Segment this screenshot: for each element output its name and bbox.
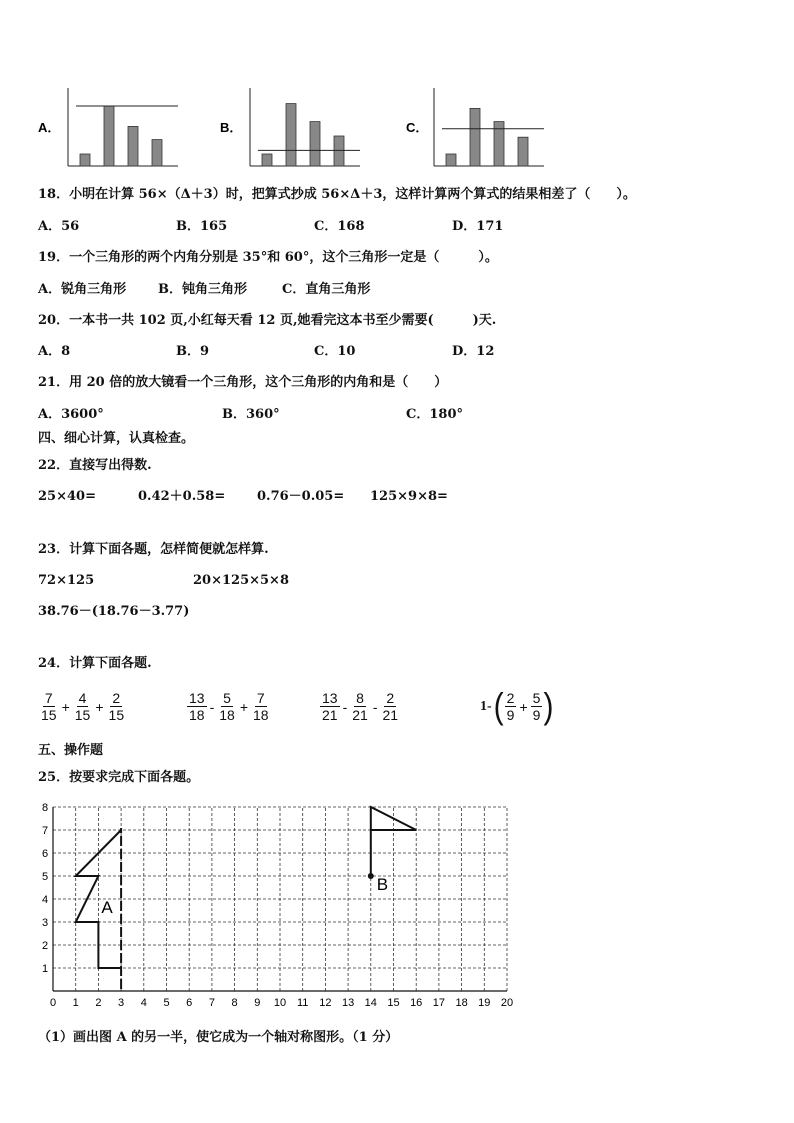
fraction-numerator: 7: [256, 690, 265, 706]
fraction-denominator: 21: [382, 707, 399, 723]
grid-y-tick-label: 3: [41, 917, 49, 929]
fraction-denominator: 18: [219, 707, 235, 723]
q20-option-b[interactable]: B．9: [176, 344, 210, 359]
fraction-numerator: 2: [506, 690, 515, 706]
q22-item-2: 0.42＋0.58=: [138, 489, 226, 504]
q23-text: 23．计算下面各题，怎样简便就怎样算.: [38, 542, 269, 557]
q20-option-a[interactable]: A．8: [38, 344, 71, 359]
operator: -: [342, 698, 348, 715]
right-paren: ): [543, 686, 554, 726]
grid-x-tick-label: 4: [140, 997, 147, 1009]
fraction-denominator: 15: [74, 707, 91, 723]
q21-text: 21．用 20 倍的放大镜看一个三角形，这个三角形的内角和是（ ）: [38, 375, 448, 390]
chart-bar: [80, 154, 90, 166]
q23-item-2: 20×125×5×8: [193, 573, 289, 588]
chart-bar: [470, 108, 480, 166]
section-5-title: 五、操作题: [38, 743, 104, 758]
grid-x-tick-label: 10: [273, 997, 287, 1009]
chart-bar: [446, 154, 456, 166]
q23-item-3: 38.76－(18.76－3.77): [38, 604, 190, 619]
q17-option-label: A．: [38, 120, 61, 135]
fraction-denominator: 9: [532, 707, 541, 723]
chart-bar: [104, 106, 114, 166]
chart-bar: [494, 122, 504, 166]
grid-x-tick-label: 13: [341, 997, 355, 1009]
q24-expr-2: [186, 690, 272, 723]
q25-sub1: （1）画出图 A 的另一半，使它成为一个轴对称图形。（1 分）: [38, 1030, 399, 1045]
q20-option-d[interactable]: D．12: [452, 344, 495, 359]
q17-charts: [0, 80, 794, 260]
grid-x-tick-label: 16: [410, 997, 423, 1009]
q20-option-c[interactable]: C．10: [314, 344, 356, 359]
chart-bar: [310, 122, 320, 166]
q24-text: 24．计算下面各题.: [38, 656, 152, 671]
fraction-numerator: 5: [532, 690, 541, 706]
left-paren: (: [493, 686, 504, 726]
grid-x-tick-label: 18: [455, 997, 468, 1009]
grid-x-tick-label: 15: [387, 997, 400, 1009]
grid-x-tick-label: 1: [72, 997, 79, 1009]
point-b: [368, 873, 374, 879]
fraction-numerator: 8: [356, 690, 364, 706]
q21-option-a[interactable]: A．3600°: [38, 407, 104, 422]
q19-option-b[interactable]: B．钝角三角形: [158, 282, 247, 297]
grid-x-tick-label: 19: [478, 997, 491, 1009]
grid-y-tick-label: 4: [41, 894, 49, 906]
chart-bar: [152, 140, 162, 166]
q17-option-label: B．: [220, 120, 243, 135]
fraction-numerator: 4: [78, 690, 87, 706]
chart-bar: [334, 136, 344, 166]
grid-x-tick-label: 9: [254, 997, 261, 1009]
operator: +: [95, 698, 104, 715]
q24-expr-1: [38, 690, 127, 723]
grid-y-tick-label: 1: [41, 963, 49, 975]
leading-term: 1-: [480, 698, 492, 714]
label-a: A: [101, 897, 113, 917]
fraction-numerator: 13: [189, 690, 205, 706]
q18-option-c[interactable]: C．168: [314, 219, 365, 234]
operator: -: [209, 698, 215, 715]
fraction-numerator: 2: [386, 690, 395, 706]
grid-x-tick-label: 7: [208, 997, 215, 1009]
label-b: B: [376, 875, 389, 894]
fraction-denominator: 18: [189, 707, 205, 723]
q18-option-b[interactable]: B．165: [176, 219, 228, 234]
grid-x-tick-label: 3: [118, 997, 125, 1009]
operator: +: [519, 698, 528, 715]
grid-x-tick-label: 8: [231, 997, 238, 1009]
q18-option-a[interactable]: A．56: [38, 219, 80, 234]
fraction-denominator: 21: [322, 707, 338, 723]
q18-text: 18．小明在计算 56×（Δ＋3）时，把算式抄成 56×Δ＋3，这样计算两个算式的结果相差了（ ）。: [38, 187, 636, 202]
q22-item-4: 125×9×8=: [370, 489, 448, 504]
chart-bar: [518, 137, 528, 166]
q19-option-c[interactable]: C．直角三角形: [282, 282, 371, 297]
grid-y-tick-label: 7: [41, 825, 49, 837]
q25-grid: [0, 795, 794, 1015]
grid-x-tick-label: 11: [296, 997, 309, 1009]
fraction-numerator: 13: [322, 690, 338, 706]
chart-bar: [286, 104, 296, 166]
q17-option-label: C．: [406, 120, 429, 135]
grid-x-tick-label: 5: [163, 997, 170, 1009]
fraction-denominator: 18: [253, 707, 269, 723]
grid-x-tick-label: 20: [500, 997, 514, 1009]
q22-item-1: 25×40=: [38, 489, 96, 504]
grid-y-tick-label: 8: [41, 802, 49, 814]
grid-x-tick-label: 17: [432, 997, 446, 1009]
chart-bar: [128, 126, 138, 166]
chart-bar: [262, 154, 272, 166]
fraction-numerator: 5: [223, 690, 231, 706]
section-4-title: 四、细心计算，认真检查。: [38, 431, 195, 446]
q23-item-1: 72×125: [38, 573, 95, 588]
fraction-denominator: 9: [506, 707, 515, 723]
operator: -: [372, 698, 378, 715]
q22-text: 22．直接写出得数.: [38, 458, 152, 473]
q21-option-b[interactable]: B．360°: [222, 407, 280, 422]
grid-x-tick-label: 12: [319, 997, 332, 1009]
operator: +: [61, 698, 70, 715]
fraction-numerator: 7: [44, 690, 53, 706]
grid-x-tick-label: 14: [364, 997, 377, 1009]
q20-text: 20．一本书一共 102 页,小红每天看 12 页,她看完这本书至少需要( )天.: [38, 313, 497, 328]
grid-y-tick-label: 2: [41, 940, 49, 952]
q24-expr-3: [319, 690, 401, 723]
grid-x-tick-label: 0: [49, 997, 57, 1009]
q18-option-d[interactable]: D．171: [452, 219, 504, 234]
fraction-numerator: 2: [112, 690, 121, 706]
grid-x-tick-label: 2: [95, 997, 102, 1009]
grid-y-tick-label: 5: [41, 871, 49, 883]
q21-option-c[interactable]: C．180°: [406, 407, 463, 422]
q25-text: 25．按要求完成下面各题。: [38, 770, 200, 785]
fraction-denominator: 15: [41, 707, 57, 723]
q24-expr-4: [478, 686, 554, 726]
operator: +: [239, 698, 249, 715]
q22-item-3: 0.76－0.05=: [257, 489, 345, 504]
grid-y-tick-label: 6: [41, 848, 49, 860]
fraction-denominator: 21: [352, 707, 368, 723]
q19-text: 19．一个三角形的两个内角分别是 35°和 60°，这个三角形一定是（ ）。: [38, 250, 498, 265]
q19-option-a[interactable]: A．锐角三角形: [38, 282, 127, 297]
fraction-denominator: 15: [108, 707, 125, 723]
grid-x-tick-label: 6: [186, 997, 193, 1009]
